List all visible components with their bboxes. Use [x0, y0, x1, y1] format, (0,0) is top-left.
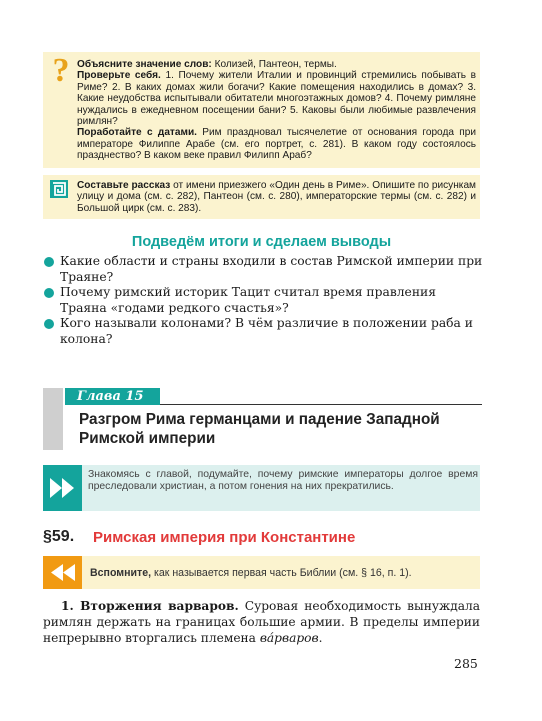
chapter-side-bar [43, 388, 63, 450]
fast-forward-icon [43, 465, 82, 511]
assignment-text [77, 59, 476, 162]
list-item [43, 316, 483, 347]
summary-question-2: Почему римский историк Тацит считал время правления Траяна «годами редкого счастья»? [60, 285, 436, 315]
summary-list [43, 254, 483, 348]
bullet-icon [44, 288, 54, 298]
section-title: Римская империя при Константине [93, 529, 356, 546]
compose-text [77, 180, 476, 214]
paragraph-text: Суровая необходимость вынуждала римлян держать на границах большие армии. В пределы империи непрерывно вторгались племена [43, 599, 480, 645]
spiral-icon [50, 180, 68, 198]
explain-label: Объясните значение слов: [77, 59, 212, 70]
remember-body: как называется первая часть Библии (см. § 16, п. 1). [151, 567, 412, 579]
intro-text: Знакомясь с главой, подумайте, почему римские императоры долгое время преследовали христиан, а потом гонения на них прекратились. [88, 469, 478, 492]
bullet-icon [44, 319, 54, 329]
list-item [43, 285, 483, 316]
chapter-title: Разгром Рима германцами и падение Западной Римской империи [79, 411, 440, 447]
summary-question-1: Какие области и страны входили в состав Римской империи при Траяне? [60, 254, 483, 284]
compose-body: от имени приезжего «Один день в Риме». Опишите по рисункам улицу и дома (см. с. 282), Пантеон (см. с. 280), императорские термы (см. с. 282) и Большой цирк (см. с. 283). [77, 180, 476, 214]
chapter-tag: Глава 15 [65, 388, 160, 405]
remember-text [90, 567, 412, 579]
term-barbarians: ва́рваров [259, 631, 319, 645]
check-text: 1. Почему жители Италии и провинций стремились побывать в Риме? 2. В каких домах жили богачи? Какие помещения находились в домах? 3. Какие неудобства испытывали обитатели многоэтажных домов? 4. Почему римляне нуждались в ежедневном посещении бани? 5. Каковы были любимые развлечения римлян? [77, 70, 476, 128]
paragraph-heading: 1. Вторжения варваров. [61, 599, 239, 613]
compose-label: Составьте рассказ [77, 180, 171, 191]
bullet-icon [44, 257, 54, 267]
summary-question-3: Кого называли колонами? В чём различие в положении раба и колона? [60, 316, 473, 346]
chapter-divider [160, 404, 482, 405]
page-number: 285 [454, 656, 478, 671]
explain-text: Колизей, Пантеон, термы. [211, 59, 337, 70]
dates-text: Рим праздновал тысячелетие от основания города при императоре Филиппе Арабе (см. его портрет, с. 281). В каком году состоялось празднество? В каком веке правил Филипп Араб? [77, 127, 476, 162]
section-number: §59. [43, 528, 75, 545]
list-item [43, 254, 483, 285]
paragraph-end: . [318, 631, 323, 645]
summary-title: Подведём итоги и сделаем выводы [131, 234, 392, 250]
dates-label: Поработайте с датами. [77, 127, 197, 139]
question-mark-icon: ? [52, 52, 70, 89]
check-label: Проверьте себя. [77, 70, 161, 82]
rewind-icon [43, 556, 82, 589]
body-paragraph [43, 598, 480, 646]
remember-label: Вспомните, [90, 567, 152, 579]
